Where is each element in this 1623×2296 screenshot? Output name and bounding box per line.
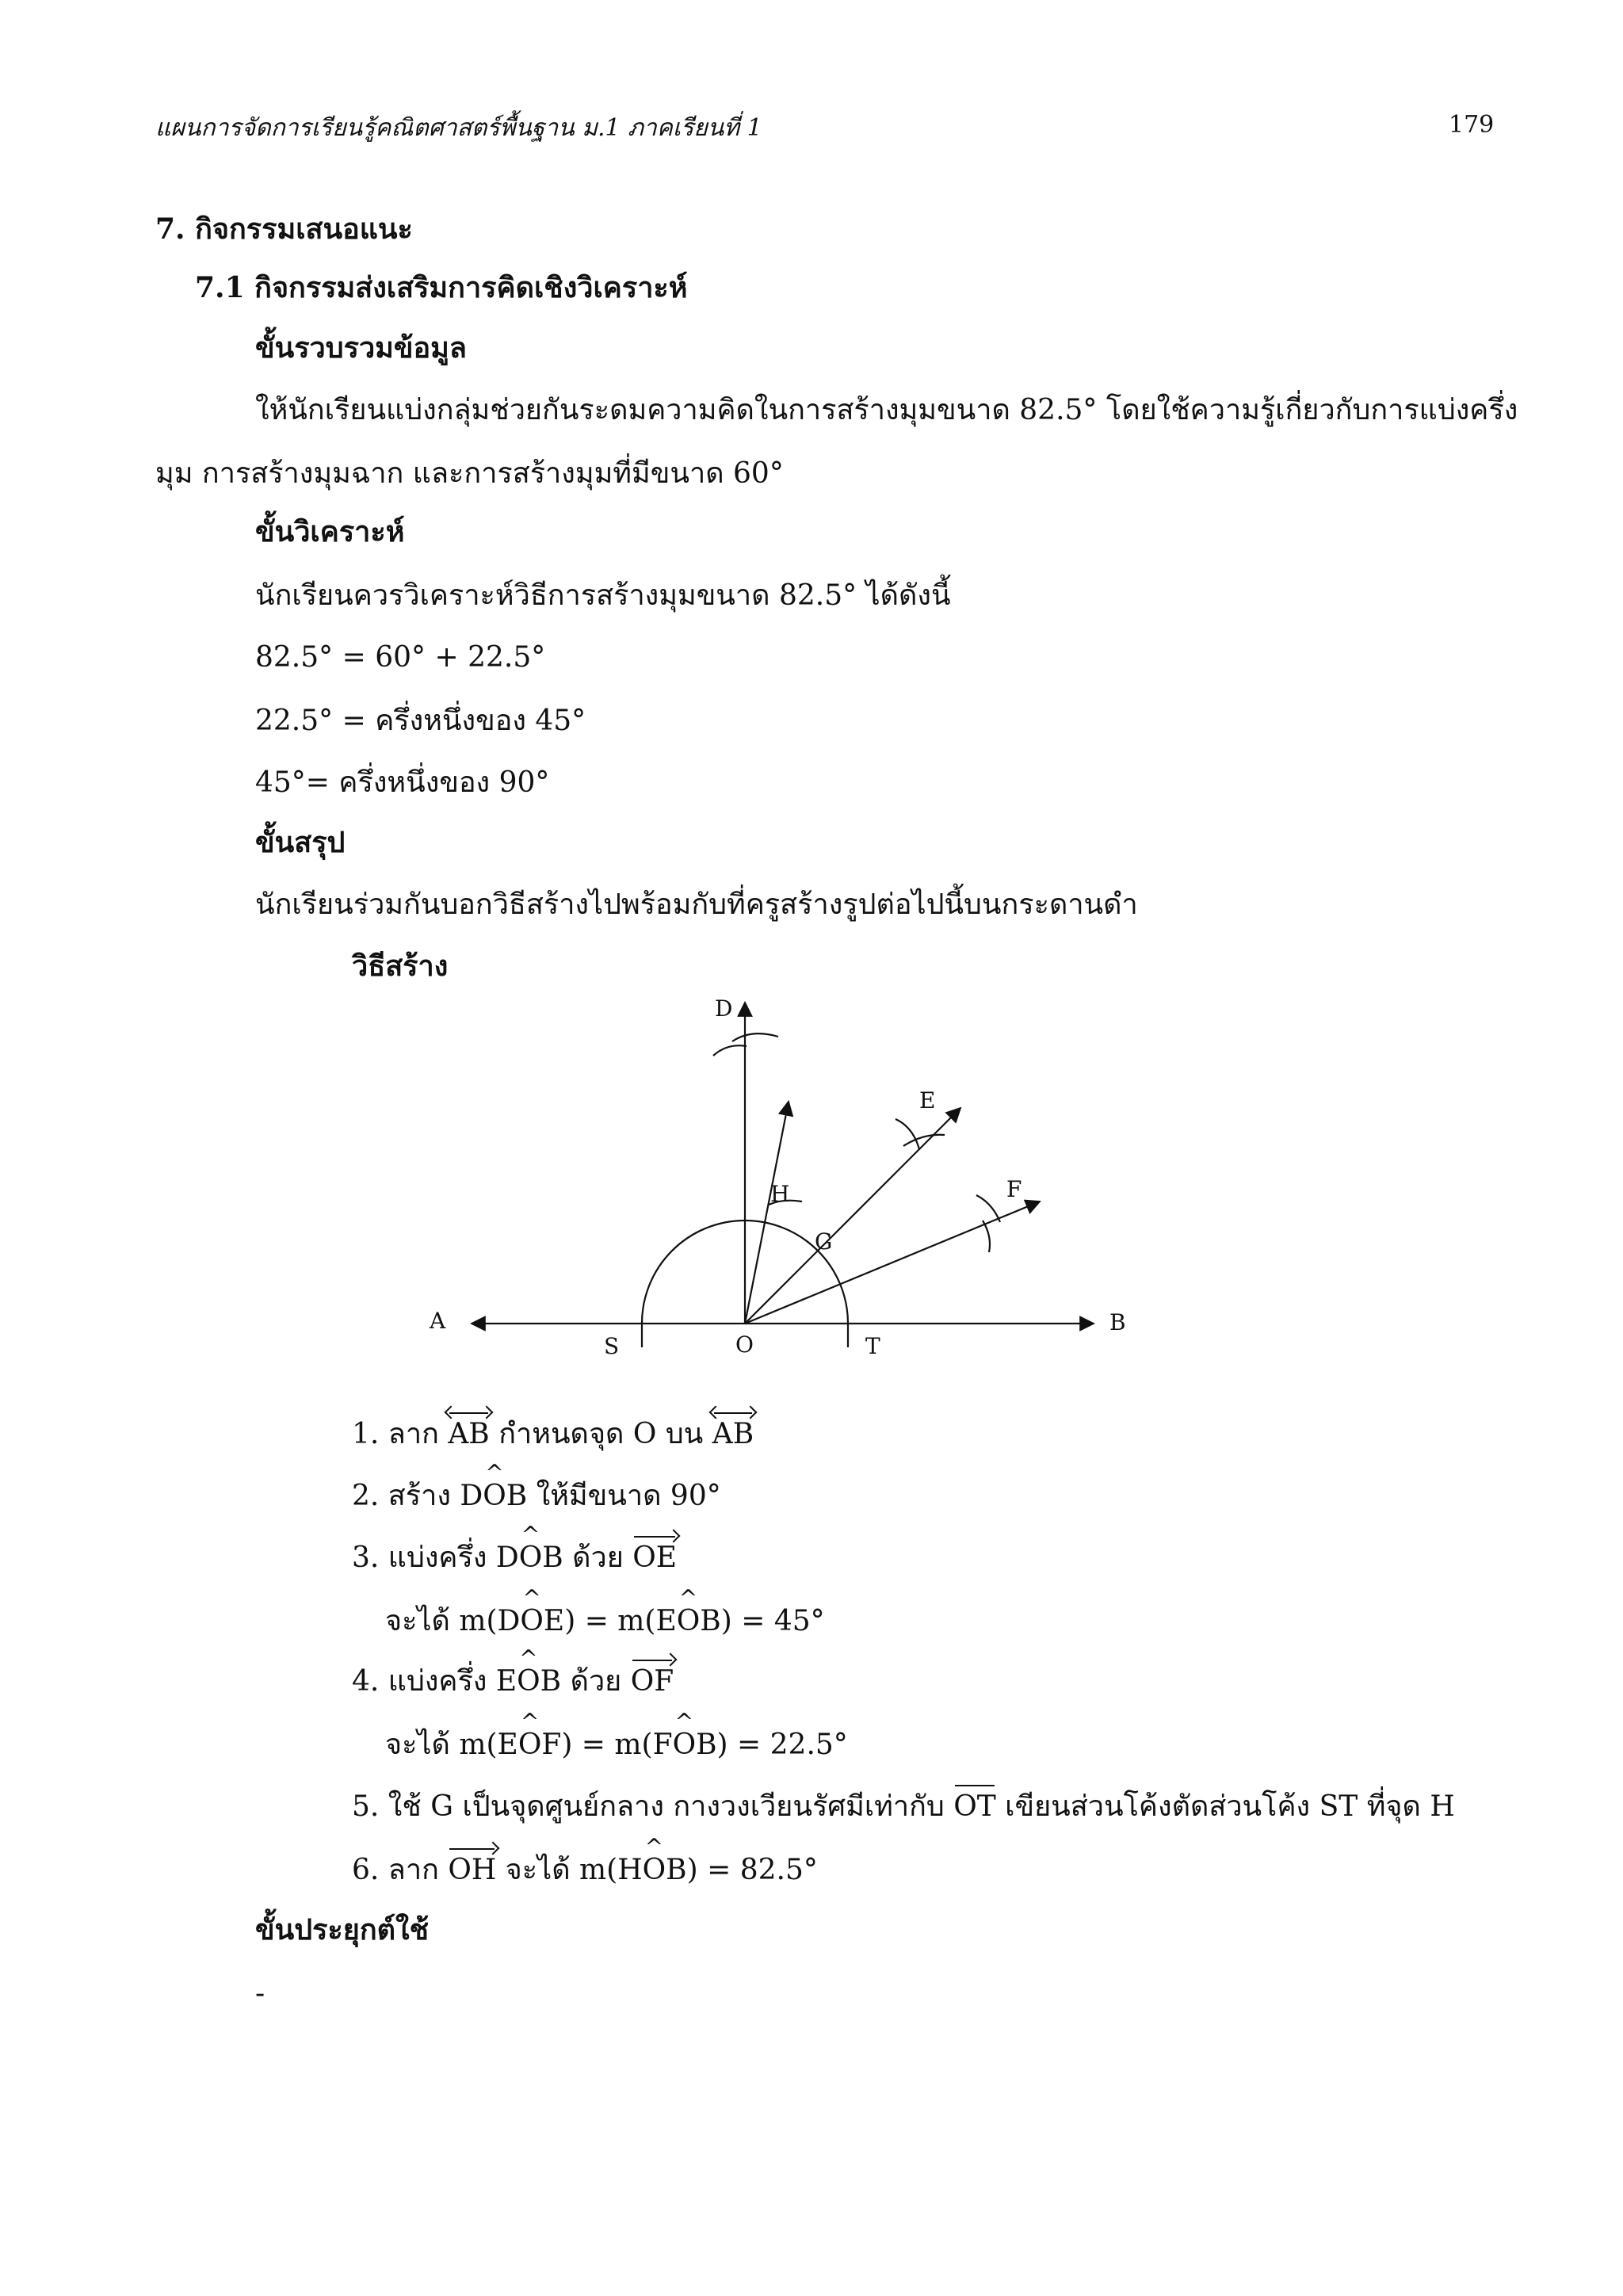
- gather-heading: ขั้นรวบรวมข้อมูล: [255, 331, 467, 365]
- construction-figure: [396, 983, 1173, 1363]
- label-h: H: [770, 1181, 790, 1207]
- step-3: 3. แบ่งครึ่ง D^ OB ด้วย OE: [352, 1541, 677, 1575]
- step-1: 1. ลาก AB กำหนดจุด O บน AB: [352, 1418, 754, 1450]
- label-s: S: [604, 1333, 620, 1359]
- summary-heading: ขั้นสรุป: [255, 826, 346, 859]
- step-2: 2. สร้าง D^ OB ให้มีขนาด 90°: [352, 1479, 721, 1513]
- label-d: D: [715, 995, 733, 1022]
- segment-ot-symbol: OT: [953, 1790, 996, 1823]
- step-5: 5. ใช้ G เป็นจุดศูนย์กลาง กางวงเวียนรัศมีเท่ากับ OT เขียนส่วนโค้งตัดส่วนโค้ง ST ที่จุด H: [352, 1790, 1455, 1823]
- gather-line2: มุม การสร้างมุมฉาก และการสร้างมุมที่มีขนาด 60°: [155, 457, 784, 490]
- arc-mark-f1: [976, 1195, 1000, 1222]
- arc-mark-d2: [732, 1033, 778, 1041]
- step-4-result: จะได้ m(E^ OF) = m(F^ OB) = 22.5°: [385, 1728, 848, 1762]
- label-b: B: [1109, 1309, 1126, 1335]
- ray-oh-symbol: OH: [448, 1854, 497, 1886]
- section-heading: 7. กิจกรรมเสนอแนะ: [155, 212, 413, 246]
- step-4: 4. แบ่งครึ่ง E^ OB ด้วย OF: [352, 1664, 674, 1698]
- label-a: A: [430, 1308, 446, 1334]
- running-header: แผนการจัดการเรียนรู้คณิตศาสตร์พื้นฐาน ม.1 ภาคเรียนที่ 1: [155, 114, 762, 142]
- overline-ab-2: AB: [712, 1418, 754, 1450]
- analyze-heading: ขั้นวิเคราะห์: [255, 515, 405, 548]
- ray-of-symbol: OF: [630, 1665, 674, 1698]
- arc-mark-d1: [713, 1045, 747, 1056]
- ray-oe: [745, 1108, 960, 1324]
- ray-oh: [745, 1102, 789, 1324]
- label-e: E: [919, 1087, 936, 1114]
- ray-of: [745, 1201, 1040, 1324]
- equation-2: 22.5° = ครึ่งหนึ่งของ 45°: [255, 705, 586, 737]
- apply-content: -: [255, 1977, 265, 2010]
- label-f: F: [1006, 1176, 1022, 1202]
- overline-ab: AB: [448, 1418, 490, 1450]
- method-heading: วิธีสร้าง: [352, 949, 449, 983]
- apply-heading: ขั้นประยุกต์ใช้: [255, 1913, 430, 1946]
- label-o: O: [735, 1331, 754, 1358]
- summary-intro: นักเรียนร่วมกันบอกวิธีสร้างไปพร้อมกับที่ครูสร้างรูปต่อไปนี้บนกระดานดำ: [255, 888, 1138, 921]
- label-t: T: [865, 1333, 880, 1359]
- page-number: 179: [1449, 111, 1495, 139]
- step-3-result: จะได้ m(D^ OE) = m(E^ OB) = 45°: [385, 1604, 825, 1638]
- analyze-intro: นักเรียนควรวิเคราะห์วิธีการสร้างมุมขนาด 82.5° ได้ดังนี้: [255, 579, 951, 612]
- label-g: G: [815, 1228, 833, 1255]
- equation-1: 82.5° = 60° + 22.5°: [255, 641, 546, 674]
- arc-mark-e1: [896, 1119, 919, 1149]
- equation-3: 45°= ครึ่งหนึ่งของ 90°: [255, 766, 550, 799]
- ray-oe-symbol: OE: [632, 1541, 678, 1574]
- subsection-heading: 7.1 กิจกรรมส่งเสริมการคิดเชิงวิเคราะห์: [195, 271, 688, 304]
- gather-line1: ให้นักเรียนแบ่งกลุ่มช่วยกันระดมความคิดในการสร้างมุมขนาด 82.5° โดยใช้ความรู้เกี่ยวกับการแบ่งครึ่ง: [255, 394, 1518, 426]
- step-6: 6. ลาก OH จะได้ m(H^ OB) = 82.5°: [352, 1853, 818, 1887]
